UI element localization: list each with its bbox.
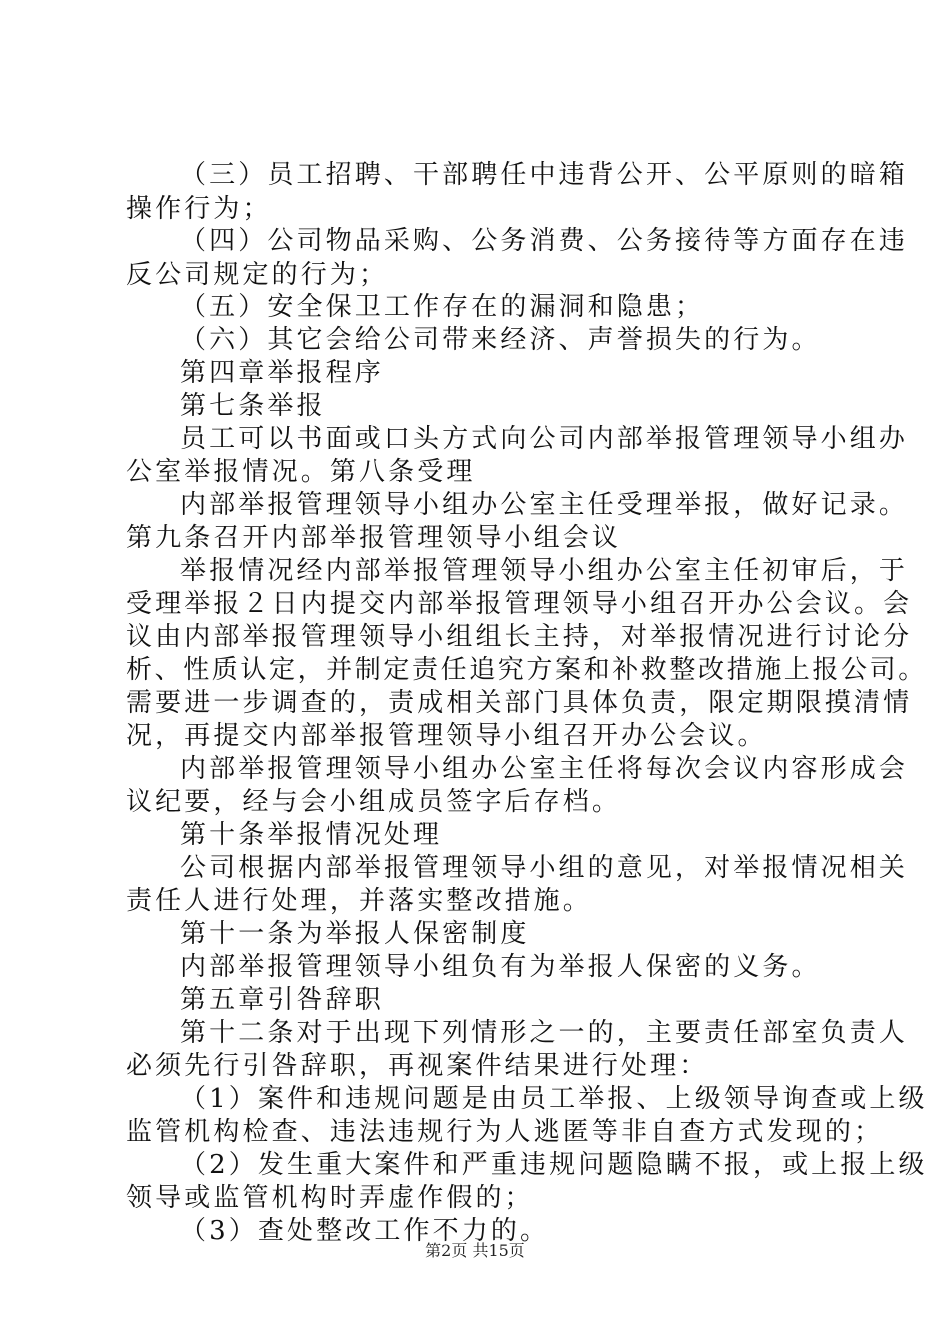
paragraph-line: 需要进一步调查的，责成相关部门具体负责，限定期限摸清情 [126,688,913,718]
paragraph-line: 况，再提交内部举报管理领导小组召开办公会议。 [126,721,767,751]
paragraph-line: 第十二条对于出现下列情形之一的，主要责任部室负责人 [180,1018,909,1048]
paragraph-line: 责任人进行处理，并落实整改措施。 [126,886,592,916]
paragraph-line: 受理举报２日内提交内部举报管理领导小组召开办公会议。会 [126,589,913,619]
paragraph-line: 操作行为； [126,194,272,224]
paragraph-line: 内部举报管理领导小组办公室主任将每次会议内容形成会 [180,754,909,784]
paragraph-line: 反公司规定的行为； [126,260,389,290]
paragraph-line: 必须先行引咎辞职，再视案件结果进行处理： [126,1051,709,1081]
paragraph-line: 领导或监管机构时弄虚作假的； [126,1183,534,1213]
paragraph-line: （1）案件和违规问题是由员工举报、上级领导询查或上级 [180,1084,928,1114]
paragraph-line: 第五章引咎辞职 [180,985,384,1015]
paragraph-line: 第四章举报程序 [180,358,384,388]
paragraph-line: 议由内部举报管理领导小组组长主持，对举报情况进行讨论分 [126,622,913,652]
paragraph-line: 内部举报管理领导小组办公室主任受理举报，做好记录。 [180,490,909,520]
paragraph-line: 监管机构检查、违法违规行为人逃匿等非自查方式发现的； [126,1117,884,1147]
paragraph-line: 议纪要，经与会小组成员签字后存档。 [126,787,622,817]
paragraph-line: （2）发生重大案件和严重违规问题隐瞒不报，或上报上级 [180,1150,928,1180]
paragraph-line: 第十条举报情况处理 [180,820,443,850]
paragraph-line: 举报情况经内部举报管理领导小组办公室主任初审后，于 [180,556,909,586]
paragraph-line: 公司根据内部举报管理领导小组的意见，对举报情况相关 [180,853,909,883]
paragraph-line: （五）安全保卫工作存在的漏洞和隐患； [180,292,705,322]
paragraph-line: （三）员工招聘、干部聘任中违背公开、公平原则的暗箱 [180,160,909,190]
page-footer: 第2页 共15页 [425,1241,525,1260]
paragraph-line: （六）其它会给公司带来经济、声誉损失的行为。 [180,325,821,355]
paragraph-line: 公室举报情况。第八条受理 [126,457,476,487]
paragraph-line: 析、性质认定，并制定责任追究方案和补救整改措施上报公司。 [126,655,927,685]
paragraph-line: 内部举报管理领导小组负有为举报人保密的义务。 [180,952,821,982]
paragraph-line: 员工可以书面或口头方式向公司内部举报管理领导小组办 [180,424,909,454]
paragraph-line: 第七条举报 [180,391,326,421]
paragraph-line: （四）公司物品采购、公务消费、公务接待等方面存在违 [180,226,909,256]
paragraph-line: 第九条召开内部举报管理领导小组会议 [126,523,622,553]
paragraph-line: 第十一条为举报人保密制度 [180,919,530,949]
paragraph-line: （3）查处整改工作不力的。 [180,1216,550,1246]
